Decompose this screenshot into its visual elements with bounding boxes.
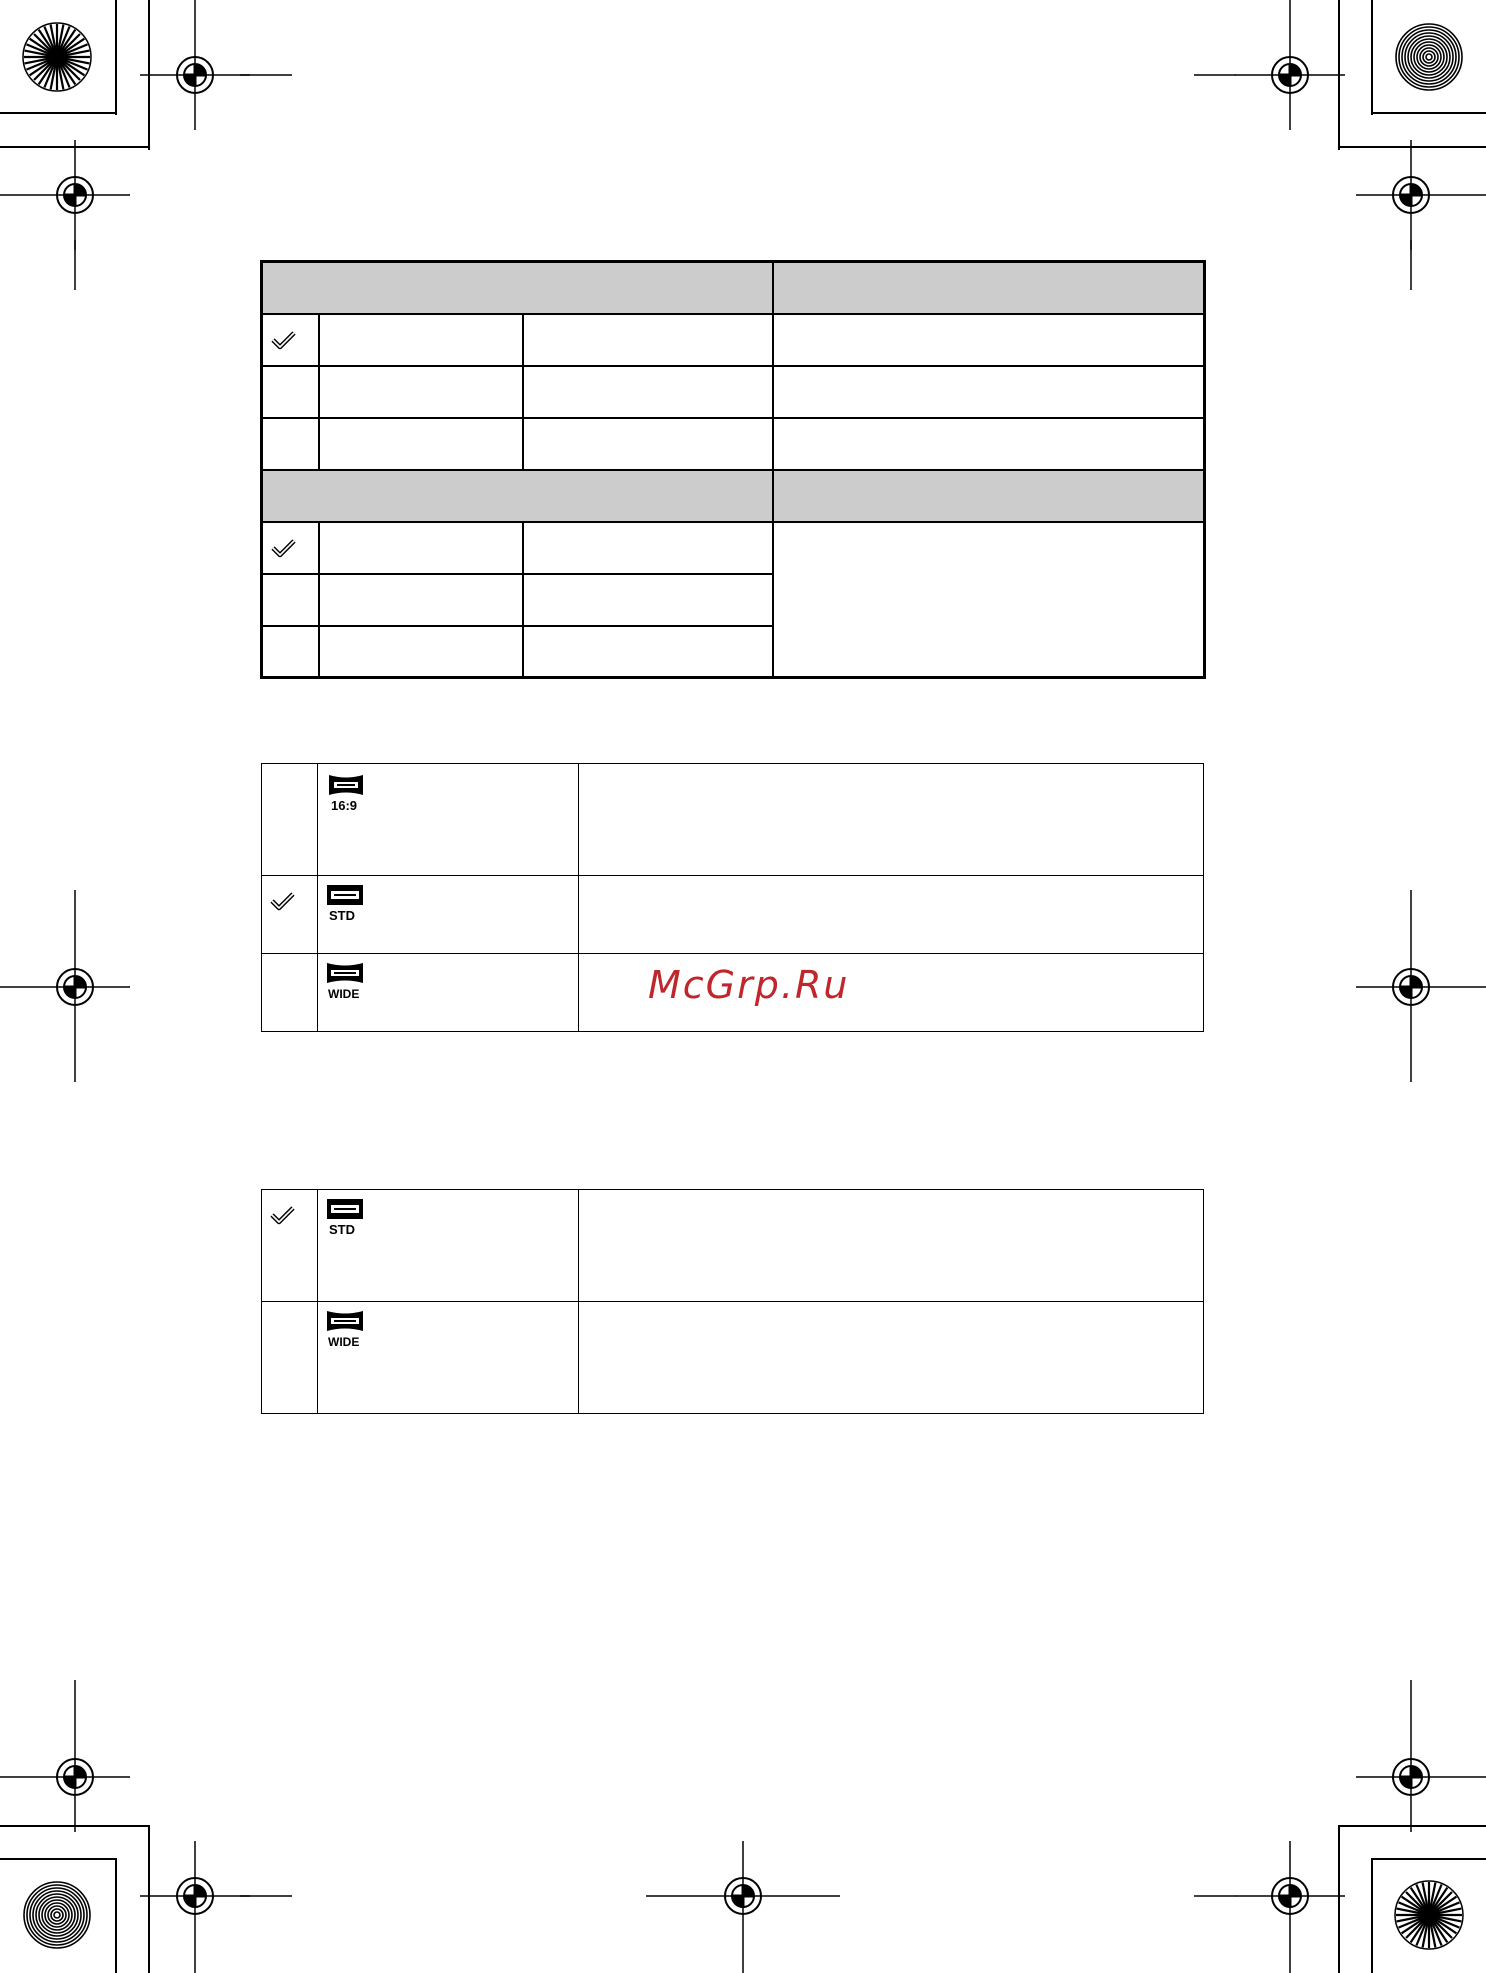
table-cell <box>523 314 773 366</box>
table-cell <box>319 314 523 366</box>
table-cell <box>319 418 523 470</box>
table-cell <box>319 626 523 678</box>
svg-text:16:9: 16:9 <box>331 798 358 813</box>
mode-16-9-icon <box>326 772 370 814</box>
mode-wide-icon <box>326 962 370 1004</box>
check-cell <box>262 764 318 876</box>
header-cell <box>262 470 773 522</box>
table-row <box>262 876 1204 954</box>
check-cell <box>262 574 319 626</box>
mode-std-icon <box>326 884 370 926</box>
table-cell <box>523 418 773 470</box>
table-header-row <box>262 470 1205 522</box>
checkmark-icon <box>270 1204 296 1226</box>
svg-text:WIDE: WIDE <box>328 1335 360 1349</box>
table-row <box>262 314 1205 366</box>
mode-std-icon <box>326 1198 370 1240</box>
icon-cell <box>318 876 579 954</box>
check-cell <box>262 954 318 1032</box>
concentric-target-icon <box>1396 24 1462 90</box>
header-cell <box>773 470 1205 522</box>
table-cell <box>773 314 1205 366</box>
starburst-target-icon <box>23 23 91 91</box>
svg-text:STD: STD <box>329 908 355 923</box>
table-cell <box>523 522 773 574</box>
check-cell <box>262 366 319 418</box>
starburst-target-icon <box>1395 1881 1463 1949</box>
table-row <box>262 1302 1204 1414</box>
table-cell-merged <box>773 522 1205 678</box>
svg-text:STD: STD <box>329 1222 355 1237</box>
check-cell <box>262 876 318 954</box>
icon-cell <box>318 954 579 1032</box>
table-row <box>262 1190 1204 1302</box>
table-cell <box>523 626 773 678</box>
header-cell <box>262 262 773 314</box>
check-cell <box>262 522 319 574</box>
table-cell <box>319 574 523 626</box>
check-cell <box>262 626 319 678</box>
table-row <box>262 522 1205 574</box>
settings-table-1 <box>260 260 1206 679</box>
icon-cell <box>318 1302 579 1414</box>
header-cell <box>773 262 1205 314</box>
table-cell <box>319 366 523 418</box>
check-cell <box>262 1302 318 1414</box>
table-cell <box>523 574 773 626</box>
settings-table-3 <box>261 1189 1204 1414</box>
table-header-row <box>262 262 1205 314</box>
checkmark-icon <box>270 890 296 912</box>
table-cell <box>773 418 1205 470</box>
description-cell <box>579 1302 1204 1414</box>
checkmark-icon <box>271 537 297 559</box>
table-row <box>262 764 1204 876</box>
description-cell <box>579 764 1204 876</box>
description-cell <box>579 1190 1204 1302</box>
concentric-target-icon <box>24 1882 90 1948</box>
icon-cell <box>318 764 579 876</box>
checkmark-icon <box>271 329 297 351</box>
check-cell <box>262 418 319 470</box>
check-cell <box>262 1190 318 1302</box>
watermark: McGrp.Ru <box>648 963 850 1007</box>
description-cell <box>579 876 1204 954</box>
mode-wide-icon <box>326 1310 370 1352</box>
icon-cell <box>318 1190 579 1302</box>
svg-text:WIDE: WIDE <box>328 987 360 1001</box>
table-cell <box>523 366 773 418</box>
table-row <box>262 366 1205 418</box>
table-row <box>262 418 1205 470</box>
table-cell <box>773 366 1205 418</box>
table-cell <box>319 522 523 574</box>
check-cell <box>262 314 319 366</box>
